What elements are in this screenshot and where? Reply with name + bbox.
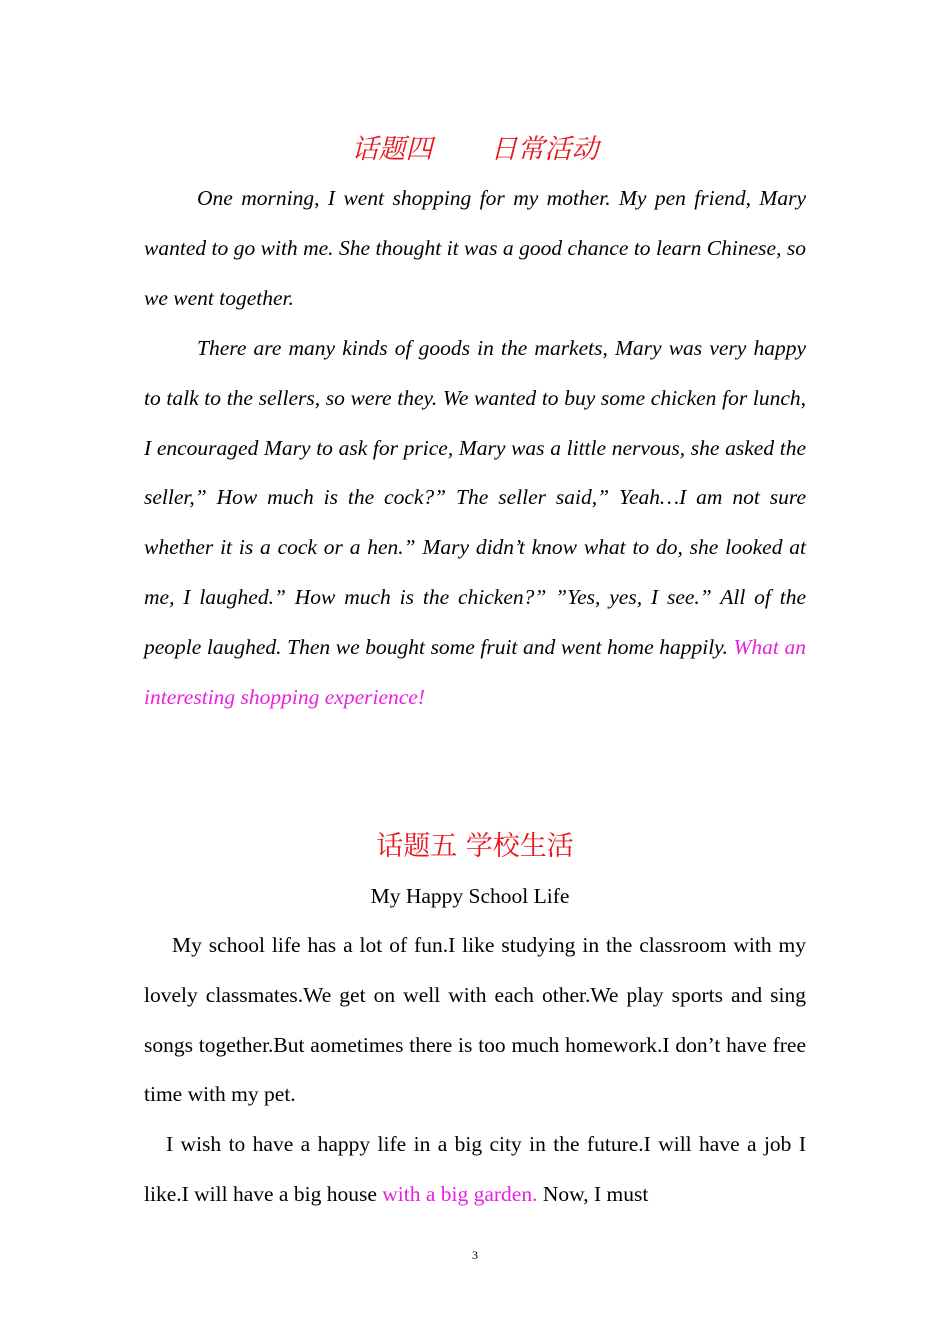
topic4-para1-text: One morning, I went shopping for my mother. My pen friend, Mary wanted to go with me. She thought it was a good chance to learn Chinese, so we went together. xyxy=(144,186,806,310)
topic4-title-part1: 话题四 xyxy=(351,134,433,165)
topic4-para2-highlight: What an interesting shopping experience! xyxy=(144,634,807,709)
topic5-paragraph-1 xyxy=(144,921,806,1120)
topic5-para2-start: I wish to have a happy life in a big city in the future.I will have a job I like.I will have a big house xyxy=(144,1132,806,1206)
topic5-para2-end: Now, I must xyxy=(542,1181,649,1206)
topic5-heading: 话题五 学校生活 xyxy=(376,831,574,862)
topic5-paragraph-2 xyxy=(144,1120,806,1220)
topic4-para2-text: There are many kinds of goods in the markets, Mary was very happy to talk to the sellers, so were they. We wanted to buy some chicken for lunch, I encouraged Mary to ask for price, Mary was a little nervous, she asked the seller,” How much is the cock?” The seller said,” Yeah…I am not sure whether it is a cock or a hen.” Mary didn’t know what to do, she looked at me, I laughed.” How much is the chicken?” ”Yes, yes, I see.” All of the people laughed. Then we bought some fruit and went home happily. xyxy=(144,336,806,659)
topic4-paragraph-2 xyxy=(144,324,806,722)
topic5-para2-highlight: with a big garden. xyxy=(382,1181,538,1206)
topic5-subtitle: My Happy School Life xyxy=(370,884,570,908)
page-number: 3 xyxy=(472,1248,478,1262)
topic4-title-part2: 日常活动 xyxy=(490,134,599,165)
topic5-para1-text: My school life has a lot of fun.I like studying in the classroom with my lovely classmates.We get on well with each other.We play sports and sing songs together.But aometimes there is too much homework.I don’t have free time with my pet. xyxy=(144,933,806,1107)
topic4-paragraph-1 xyxy=(144,174,806,323)
topic4-heading xyxy=(0,133,950,167)
